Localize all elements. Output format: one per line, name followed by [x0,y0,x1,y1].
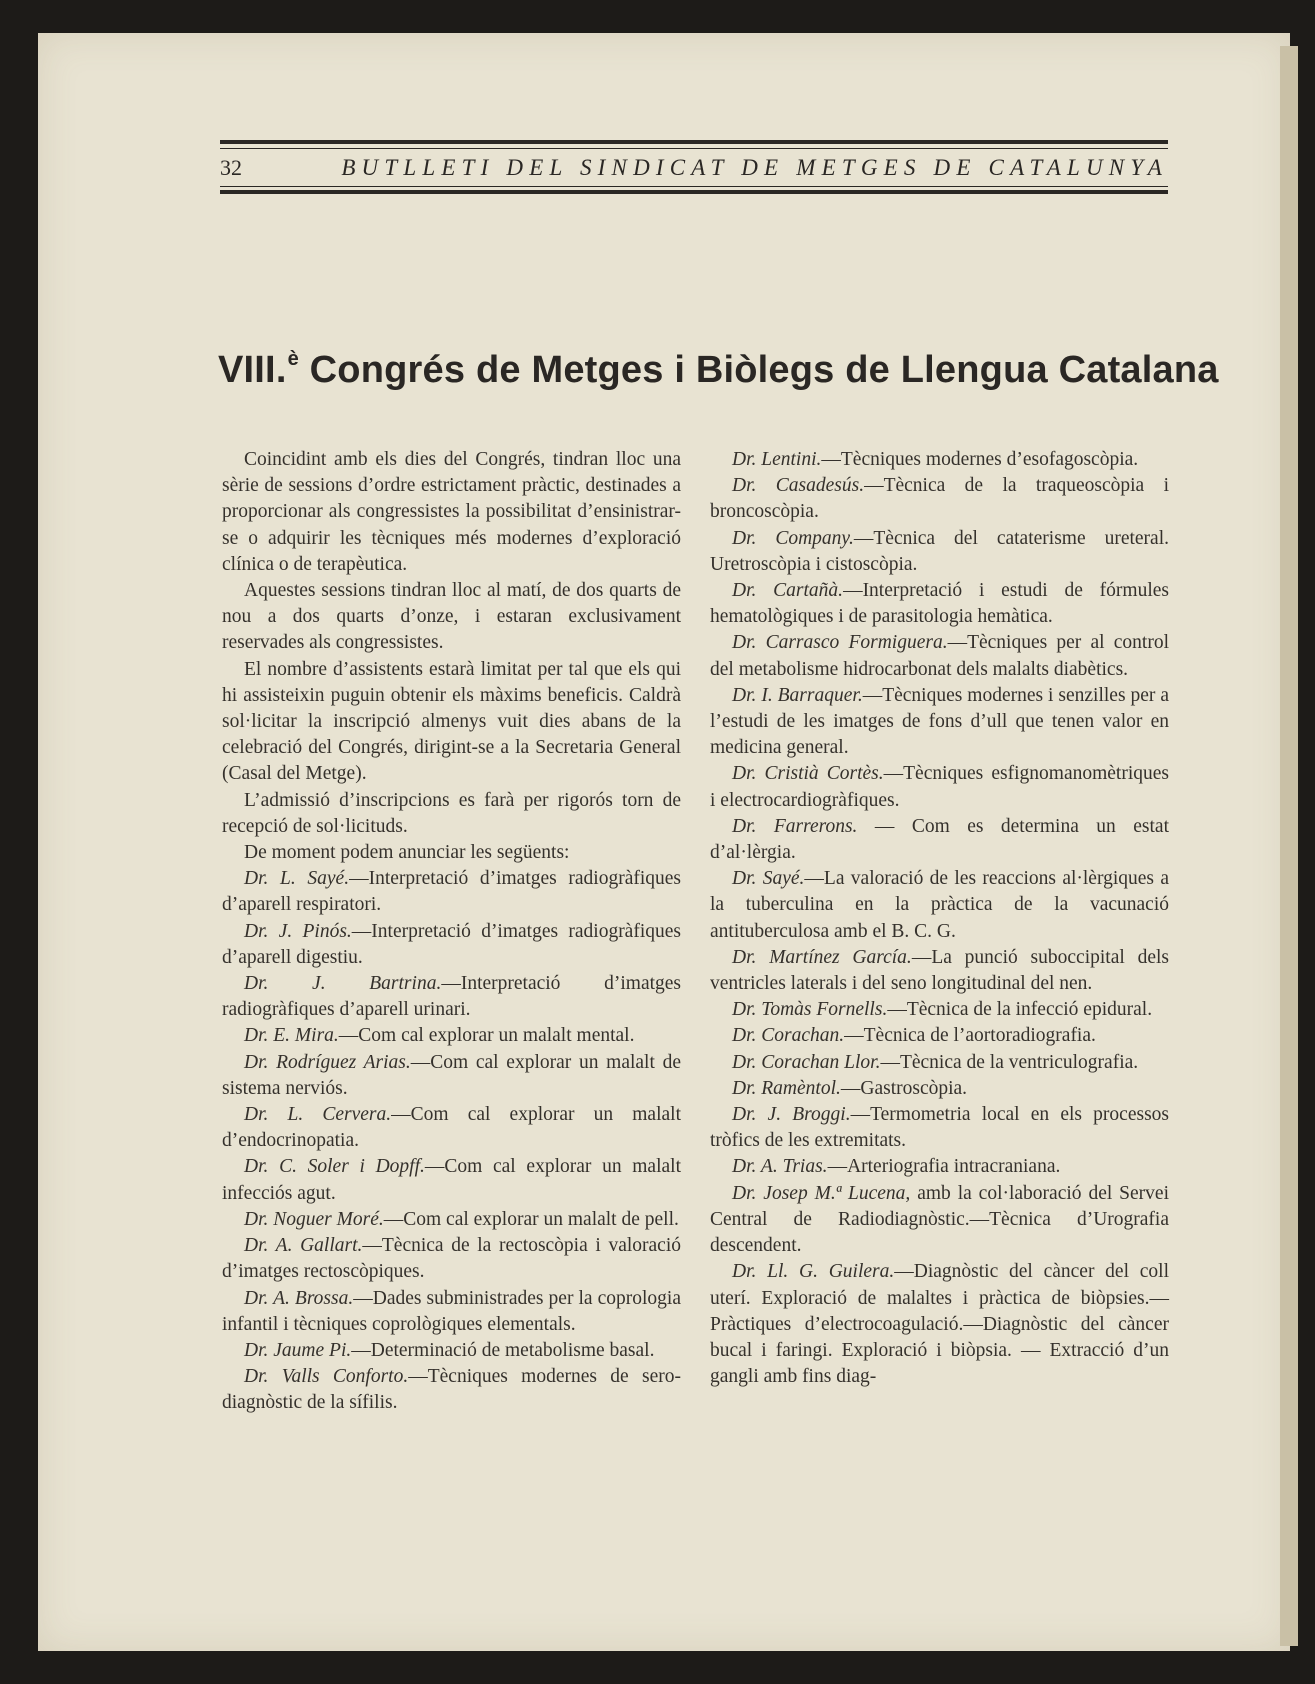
right-column [710,447,1169,1390]
running-header [220,140,1168,196]
doctor-name: Dr. J. Pinós. [244,920,352,942]
doctor-name: Dr. Ll. G. Guilera. [732,1261,895,1283]
session-entry [710,761,1169,813]
header-rule-bottom-thick [220,190,1168,194]
session-entry [222,1364,681,1416]
session-entry [710,866,1169,945]
session-entry [710,683,1169,762]
intro-paragraph: L’admissió d’inscripcions es farà per rigorós torn de recepció de sol·licituds. [222,789,681,837]
left-column [222,447,681,1417]
session-entry [710,1076,1169,1102]
page-edge [1280,46,1298,1646]
session-entry [710,447,1169,473]
session-description: amb la col·laboració del Servei Central de Radiodiagnòstic.—Tècnica d’Urografia descendent. [710,1182,1169,1257]
session-description: —Determinació de metabolisme basal. [351,1339,655,1361]
session-description: —Diagnòstic del càncer del coll uterí. Exploració de malaltes i pràctica de biòpsies.—Pràctiques d’electrocoagulació.—Diagnòstic del càncer bucal i faringi. Exploració i biòpsia. — Extracció d’un gangli amb fins diag- [710,1261,1169,1388]
session-entry [710,1050,1169,1076]
doctor-name: Dr. Farrerons. [732,815,858,837]
intro-paragraph: Aquestes sessions tindran lloc al matí, de dos quarts de nou a dos quarts d’onze, i estaran exclusivament reservades als congressistes. [222,580,681,654]
doctor-name: Dr. L. Cervera. [244,1104,392,1126]
doctor-name: Dr. Company. [732,527,854,549]
session-description: —Interpretació d’imatges radiogràfiques d’aparell urinari. [222,973,682,1021]
intro-paragraph: El nombre d’assistents estarà limitat per tal que els qui hi assisteixin puguin obtenir els màxims beneficis. Caldrà sol·licitar la inscripció almenys vuit dies abans de la celebració del Congrés, dirigint-se a la Secretaria General (Casal del Metge). [222,658,681,785]
session-entry [710,1259,1169,1390]
session-description: —Tècnica de l’aortoradiografia. [844,1025,1096,1047]
session-entry [222,866,681,918]
session-entry [222,1050,681,1102]
session-description: —Com cal explorar un malalt mental. [338,1025,635,1047]
header-row [220,153,1168,183]
doctor-name: Dr. Lentini. [732,449,822,470]
session-description: —Com cal explorar un malalt infecciós agut. [222,1156,681,1204]
session-description: —Termometria local en els processos tròfics de les extremitats. [710,1104,1169,1152]
session-entry [710,1154,1169,1180]
doctor-name: Dr. A. Trias. [732,1156,828,1178]
doctor-name: Dr. C. Soler i Dopff. [244,1156,425,1178]
doctor-name: Dr. Tomàs Fornells. [732,999,888,1021]
session-entry [222,1207,681,1233]
header-rule-top-thick [220,140,1168,144]
session-entry [710,473,1169,525]
session-description: —La valoració de les reaccions al·lèrgiques a la tuberculina en la pràctica de la vacunació antituberculosa amb el B. C. G. [710,868,1169,942]
doctor-name: Dr. Noguer Moré. [244,1208,384,1230]
session-description: —Com cal explorar un malalt d’endocrinopatia. [222,1104,681,1152]
doctor-name: Dr. J. Broggi. [732,1104,851,1126]
session-entry [222,1338,681,1364]
session-entry [222,919,681,971]
session-description: —Interpretació i estudi de fórmules hematològiques i de parasitologia hemàtica. [710,580,1169,628]
doctor-name: Dr. Casadesús. [732,475,865,497]
session-description: —Tècnica de la rectoscòpia i valoració d’imatges rectoscòpiques. [222,1235,681,1283]
session-entry [710,997,1169,1023]
session-entry [710,1102,1169,1154]
session-entry [710,526,1169,578]
title-superscript: è [287,348,299,370]
session-entry [710,1181,1169,1260]
doctor-name: Dr. I. Barraquer. [732,684,863,706]
session-description: —Tècniques esfignomanomètriques i electrocardiogràfiques. [710,763,1169,811]
session-description: —Arteriografia intracraniana. [827,1156,1061,1178]
session-description: —Tècniques modernes i senzilles per a l’estudi de les imatges de fons d’ull que tenen valor en medicina general. [710,684,1169,759]
title-main: Congrés de Metges i Biòlegs de Llengua Catalana [298,349,1219,391]
doctor-name: Dr. Corachan. [732,1025,845,1047]
session-description: —Interpretació d’imatges radiogràfiques d’aparell respiratori. [222,868,682,916]
doctor-name: Dr. Corachan Llor. [732,1051,881,1073]
doctor-name: Dr. A. Brossa. [244,1287,354,1309]
doctor-name: Dr. E. Mira. [244,1025,339,1047]
session-entry [222,1154,681,1206]
session-description: —Tècnica de la ventriculografia. [880,1051,1139,1073]
header-rule-top-thin [220,148,1168,149]
session-description: —Tècnica de la traqueoscòpia i broncoscòpia. [710,475,1169,523]
doctor-name: Dr. J. Bartrina. [244,973,442,995]
intro-paragraph: Coincidint amb els dies del Congrés, tindran lloc una sèrie de sessions d’ordre estrictament pràctic, destinades a proporcionar als congressistes la possibilitat d’ensinistrar-se o adquirir les tècniques més modernes d’exploració clínica o de terapèutica. [222,449,681,575]
doctor-name: Dr. Martínez García. [732,946,912,968]
doctor-name: Dr. Ramèntol. [732,1077,841,1099]
doctor-name: Dr. L. Sayé. [244,868,350,890]
session-description: —Tècniques modernes d’esofagoscòpia. [821,449,1139,470]
session-description: —La punció suboccipital dels ventricles laterals i del seno longitudinal del nen. [710,946,1169,995]
journal-title: BUTLLETI DEL SINDICAT DE METGES DE CATALUNYA [341,155,1168,180]
title-prefix: VIII. [218,349,287,391]
session-entry [710,814,1169,866]
session-description: —Tècnica de la infecció epidural. [887,999,1153,1021]
doctor-name: Dr. Carrasco Formiguera. [732,632,948,654]
session-description: —Interpretació d’imatges radiogràfiques d’aparell digestiu. [222,920,681,968]
session-entry [710,630,1169,682]
doctor-name: Dr. A. Gallart. [244,1235,363,1257]
intro-paragraph: De moment podem anunciar les següents: [244,842,570,864]
session-description: —Dades subministrades per la coprologia infantil i tècniques coprològiques elementals. [222,1287,681,1335]
article-title [218,348,1219,392]
session-entry [222,1233,681,1285]
doctor-name: Dr. Rodríguez Arias. [244,1051,411,1073]
session-entry [222,1023,681,1049]
header-rule-bottom-thin [220,186,1168,187]
session-description: — Com es determina un estat d’al·lèrgia. [710,815,1169,864]
session-entry [222,971,681,1023]
doctor-name: Dr. Josep M.ª Lucena, [732,1182,911,1204]
session-description: —Tècniques per al control del metabolisme hidrocarbonat dels malalts diabètics. [710,632,1169,680]
session-description: —Com cal explorar un malalt de sistema nerviós. [222,1051,681,1099]
session-description: —Tècniques modernes de sero-diagnòstic de la sífilis. [222,1366,681,1414]
session-description: —Gastroscòpia. [840,1077,968,1099]
session-entry [710,1023,1169,1049]
session-entry [222,1102,681,1154]
doctor-name: Dr. Valls Conforto. [244,1366,409,1388]
page-number: 32 [220,155,242,180]
doctor-name: Dr. Cartañà. [732,580,844,602]
session-entry [710,945,1169,997]
doctor-name: Dr. Sayé. [732,868,805,890]
session-description: —Tècnica del cataterisme ureteral. Uretroscòpia i cistoscòpia. [710,527,1169,575]
session-description: —Com cal explorar un malalt de pell. [383,1208,679,1230]
session-entry [710,578,1169,630]
doctor-name: Dr. Cristià Cortès. [732,763,884,785]
session-entry [222,1286,681,1338]
doctor-name: Dr. Jaume Pi. [244,1339,352,1361]
